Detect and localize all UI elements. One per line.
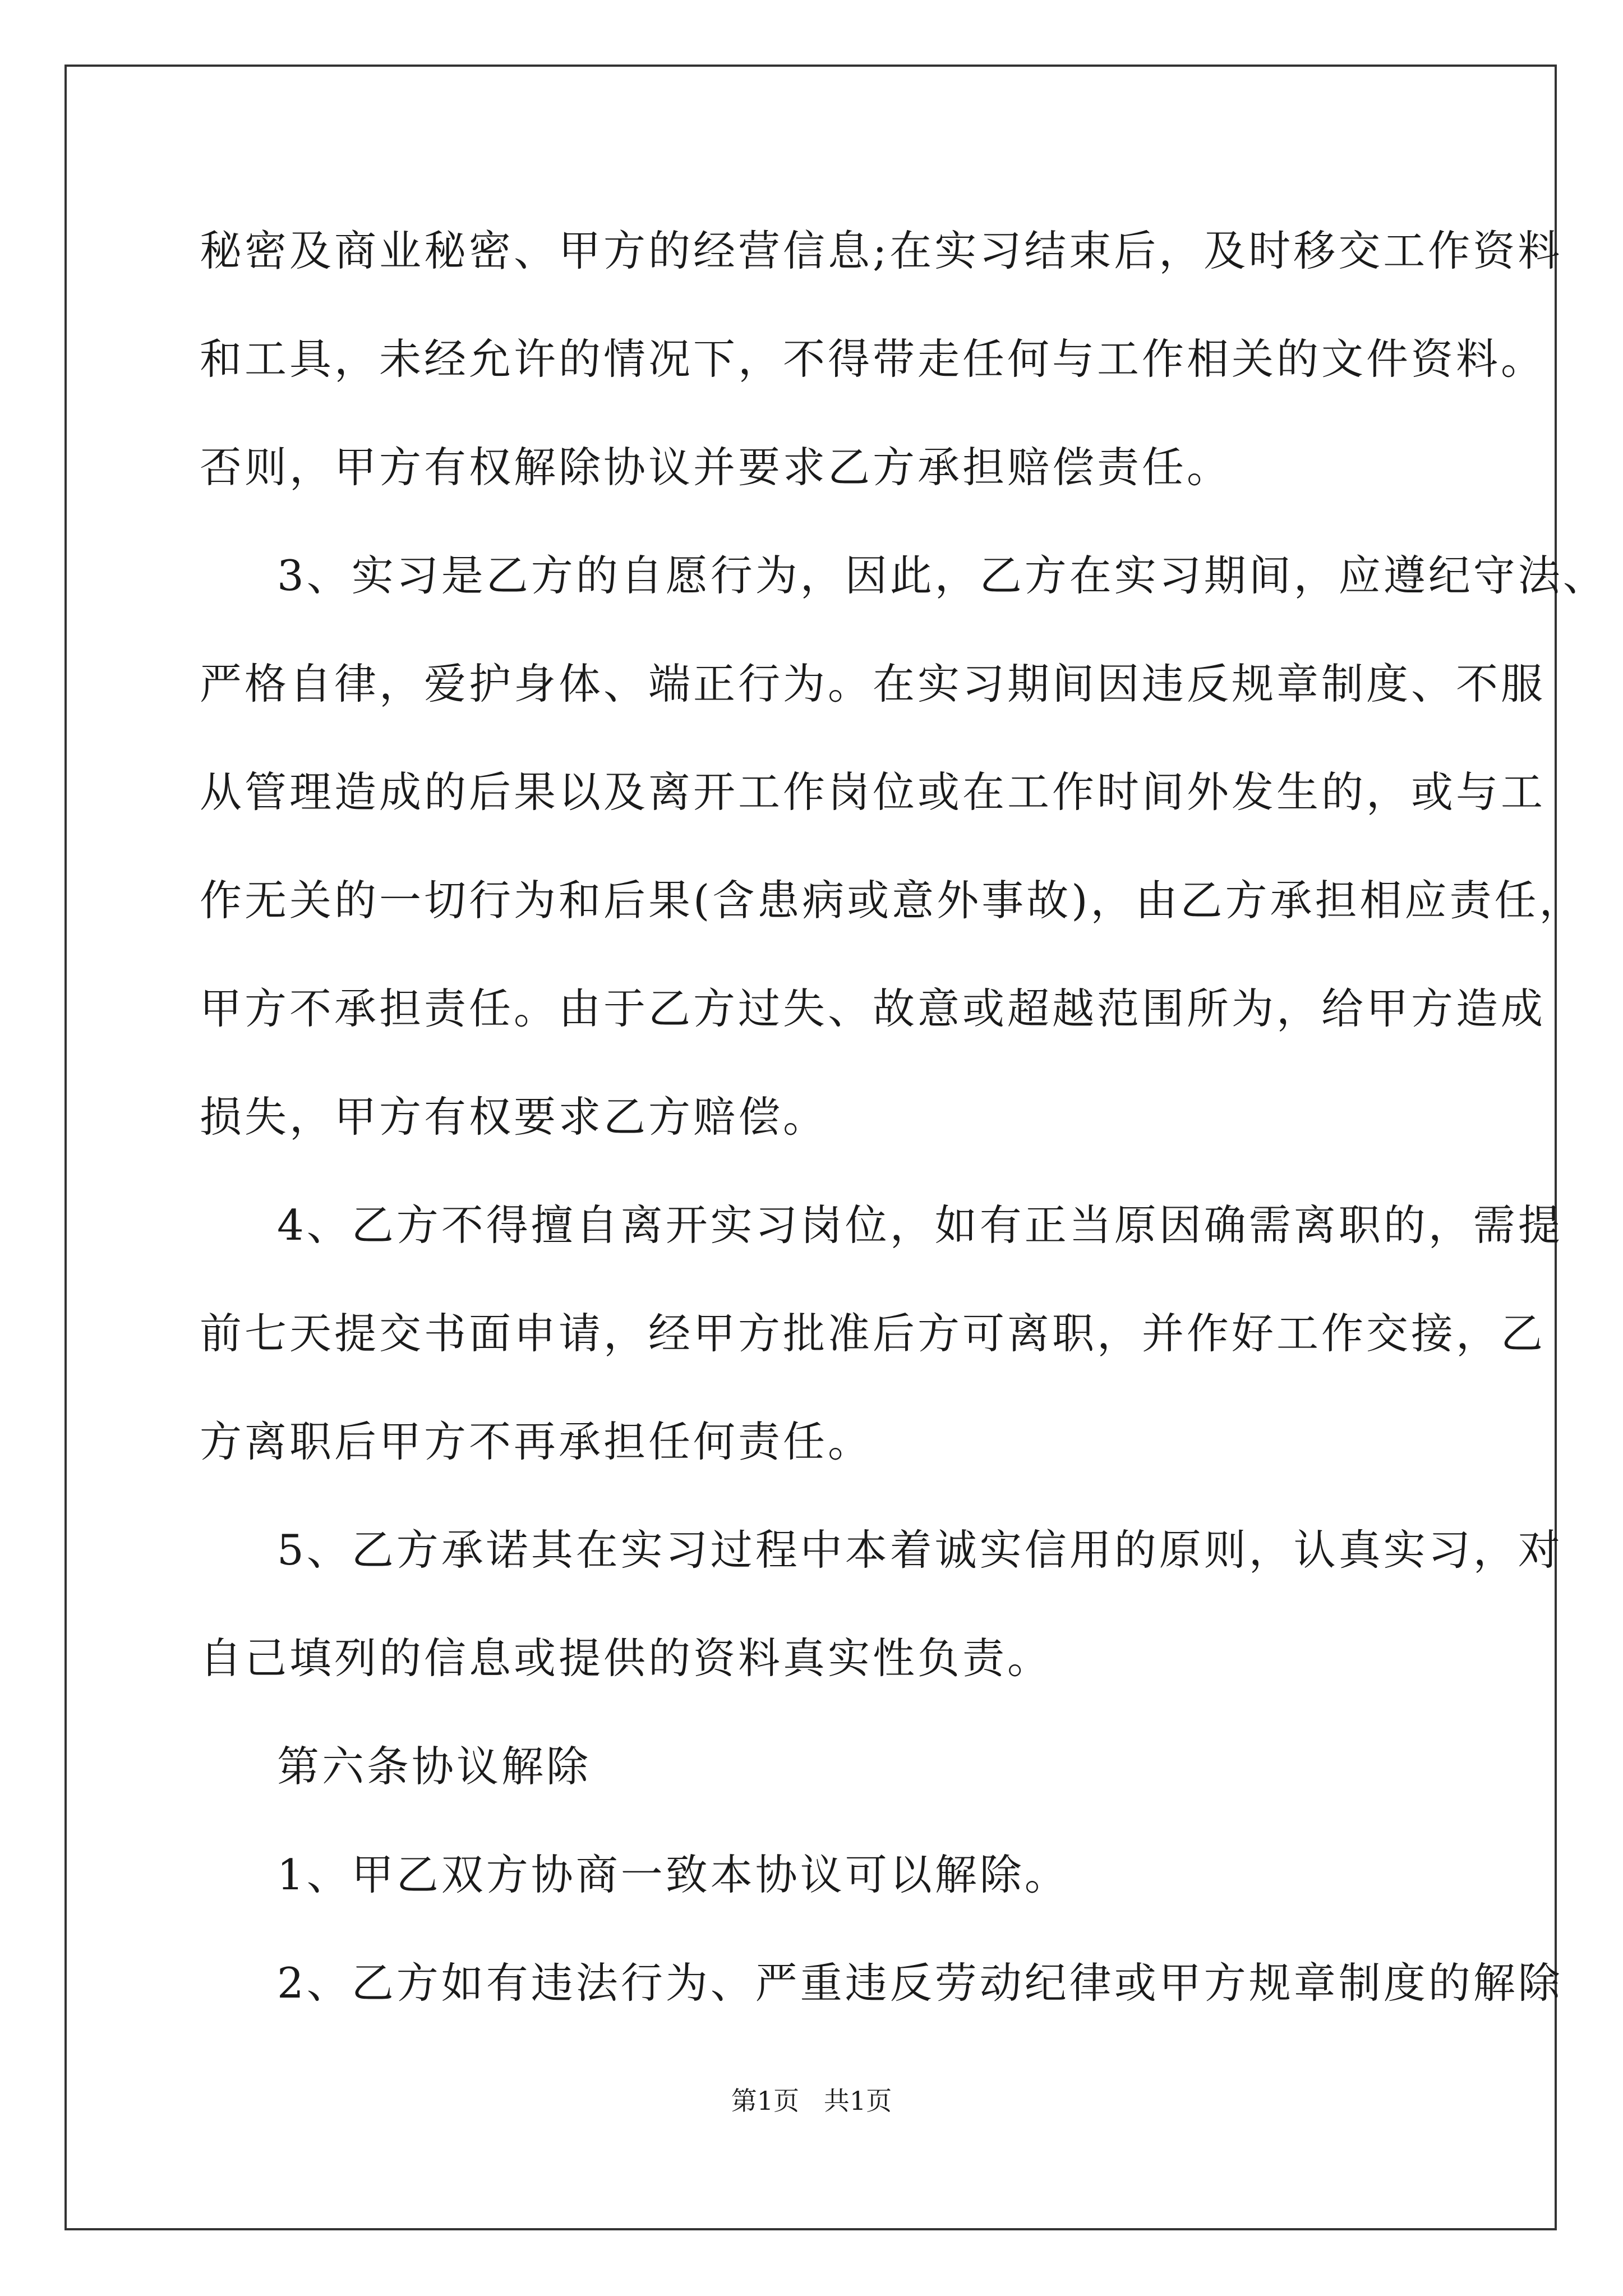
text-line: 自己填列的信息或提供的资料真实性负责。: [200, 1634, 1053, 1683]
page-border: [64, 65, 1608, 2230]
text-line: 前七天提交书面申请，经甲方批准后方可离职，并作好工作交接，乙: [200, 1309, 1546, 1358]
text-line: 损失，甲方有权要求乙方赔偿。: [200, 1092, 828, 1142]
text-line: 严格自律，爱护身体、端正行为。在实习期间因违反规章制度、不服: [200, 659, 1546, 708]
text-line: 方离职后甲方不再承担任何责任。: [200, 1417, 873, 1466]
text-line: 从管理造成的后果以及离开工作岗位或在工作时间外发生的，或与工: [200, 767, 1546, 817]
text-line: 和工具，未经允许的情况下，不得带走任何与工作相关的文件资料。: [200, 334, 1546, 384]
page-footer: 第1页 共1页: [731, 2086, 892, 2116]
section-heading: 第六条协议解除: [277, 1742, 592, 1791]
text-line: 3、实习是乙方的自愿行为，因此，乙方在实习期间，应遵纪守法、: [277, 551, 1608, 600]
text-line: 作无关的一切行为和后果(含患病或意外事故)，由乙方承担相应责任，: [200, 876, 1584, 925]
text-line: 1、甲乙双方协商一致本协议可以解除。: [277, 1850, 1069, 1899]
text-line: 2、乙方如有违法行为、严重违反劳动纪律或甲方规章制度的解除: [277, 1958, 1563, 2008]
text-line: 4、乙方不得擅自离开实习岗位，如有正当原因确需离职的，需提: [277, 1200, 1563, 1250]
text-line: 否则，甲方有权解除协议并要求乙方承担赔偿责任。: [200, 443, 1232, 492]
text-line: 秘密及商业秘密、甲方的经营信息;在实习结束后，及时移交工作资料: [200, 226, 1563, 275]
text-line: 甲方不承担责任。由于乙方过失、故意或超越范围所为，给甲方造成: [200, 984, 1546, 1033]
text-line: 5、乙方承诺其在实习过程中本着诚实信用的原则，认真实习，对: [277, 1525, 1563, 1575]
